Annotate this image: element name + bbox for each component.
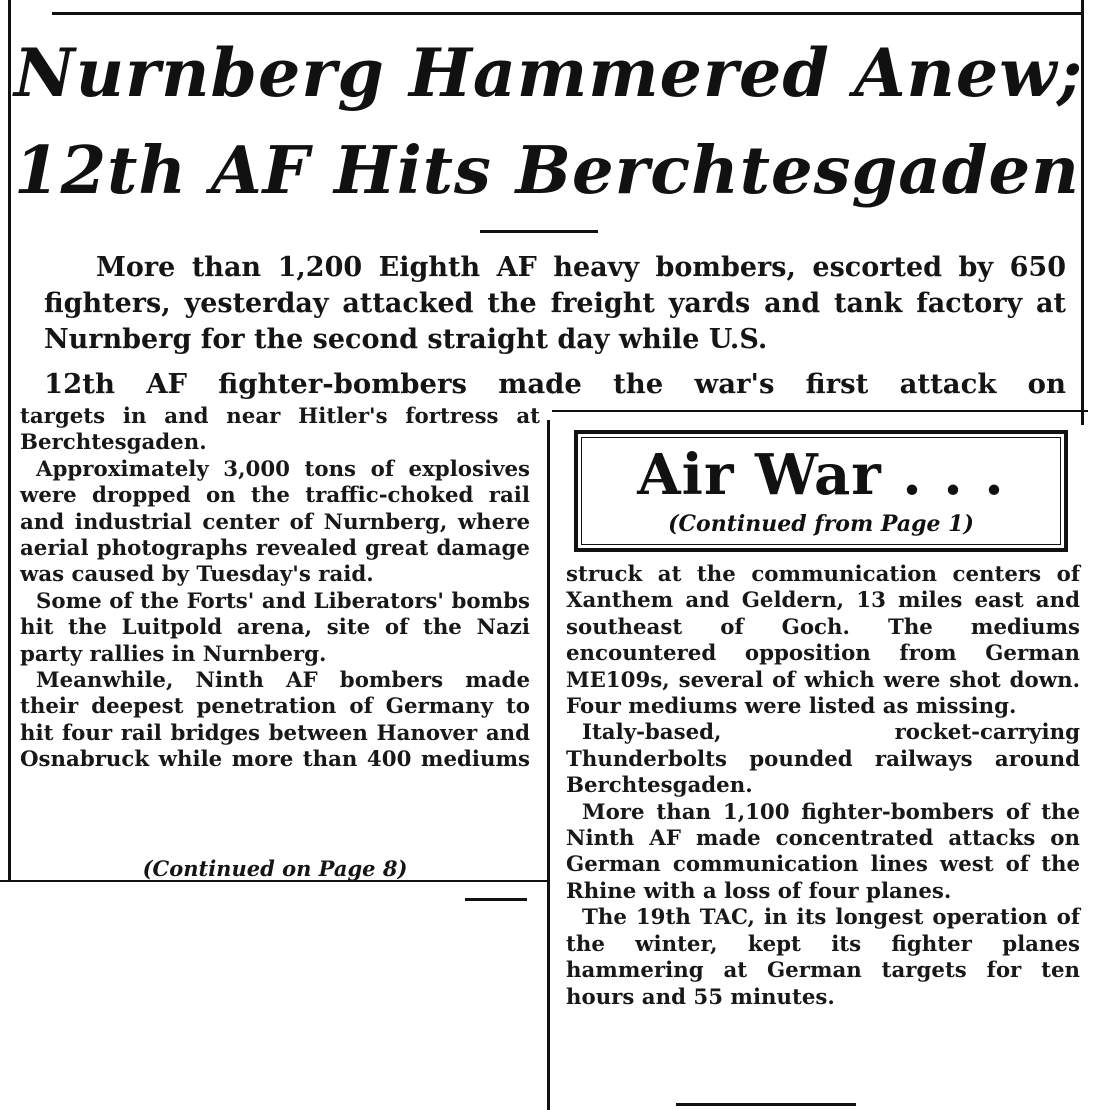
continued-box bbox=[574, 430, 1068, 552]
headline-divider bbox=[480, 230, 598, 233]
left-column-paragraph: Approximately 3,000 tons of explosives were dropped on the traffic-choked rail and industrial center of Nurnberg, where aerial photographs revealed great damage was caused by Tuesday's raid. bbox=[20, 456, 530, 588]
continued-from-note: (Continued from Page 1) bbox=[668, 511, 974, 537]
headline-line-1: Nurnberg Hammered Anew; bbox=[14, 34, 1084, 112]
left-column-paragraph: Meanwhile, Ninth AF bombers made their deepest penetration of Germany to hit four rail bridges between Hanover and Osnabruck while more than 400 mediums bbox=[20, 668, 530, 773]
top-rule bbox=[52, 12, 1084, 15]
left-border bbox=[8, 0, 11, 880]
right-column bbox=[566, 562, 1080, 1011]
left-column-paragraph: Some of the Forts' and Liberators' bombs hit the Luitpold arena, site of the Nazi party rallies in Nurnberg. bbox=[20, 588, 530, 667]
insert-top-rule bbox=[552, 410, 1088, 412]
right-column-paragraph: struck at the communication centers of Xanthem and Geldern, 13 miles east and southeast of Goch. The mediums encountered opposition from German ME109s, several of which were shot down. Four mediums were listed as missing. bbox=[566, 562, 1080, 720]
continued-box-title: Air War . . . bbox=[637, 442, 1005, 508]
right-column-paragraph: The 19th TAC, in its longest operation of the winter, kept its fighter planes hammering at German targets for ten hours and 55 minutes. bbox=[566, 905, 1080, 1010]
right-column-paragraph: More than 1,100 fighter-bombers of the Ninth AF made concentrated attacks on German communication lines west of the Rhine with a loss of four planes. bbox=[566, 799, 1080, 904]
right-column-paragraph: Italy-based, rocket-carrying Thunderbolts pounded railways around Berchtesgaden. bbox=[566, 720, 1080, 799]
continued-note-divider bbox=[465, 898, 527, 901]
left-column-paragraph: targets in and near Hitler's fortress at Berchtesgaden. bbox=[20, 404, 540, 456]
continued-on-note: (Continued on Page 8) bbox=[142, 856, 408, 881]
left-column bbox=[20, 404, 540, 774]
insert-left-border bbox=[547, 420, 550, 1110]
lead-paragraph: More than 1,200 Eighth AF heavy bombers, escorted by 650 fighters, yesterday attacked the freight yards and tank factory at Nurnberg for the second straight day while U.S. bbox=[44, 252, 1066, 355]
lead-paragraph-last-line: 12th AF fighter-bombers made the war's first attack on bbox=[44, 368, 1066, 400]
bottom-divider bbox=[676, 1103, 856, 1106]
headline-line-2: 12th AF Hits Berchtesgaden bbox=[14, 132, 1080, 209]
